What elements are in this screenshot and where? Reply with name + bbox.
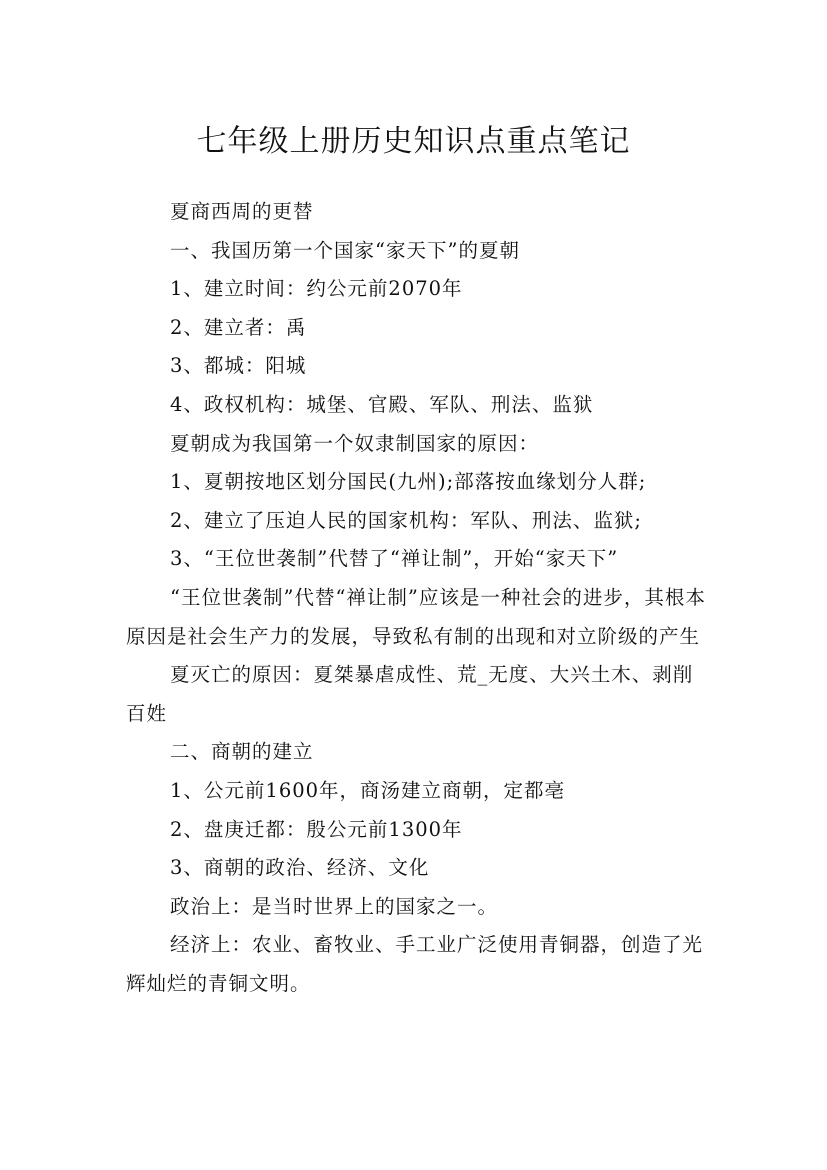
paragraph-section-1: 一、我国历第一个国家“家天下”的夏朝: [170, 238, 520, 262]
paragraph: 3、商朝的政治、经济、文化: [170, 856, 430, 880]
paragraph: 1、公元前1600年，商汤建立商朝，定都亳: [170, 778, 566, 802]
paragraph: 1、夏朝按地区划分国民(九州);部落按血缘划分人群;: [170, 470, 647, 494]
paragraph: 夏灭亡的原因：夏桀暴虐成性、荒_无度、大兴土木、剥削百姓: [126, 663, 694, 725]
paragraph-heading: 夏商西周的更替: [170, 200, 314, 223]
paragraph: 4、政权机构：城堡、官殿、军队、刑法、监狱: [170, 392, 594, 416]
paragraph: 经济上：农业、畜牧业、手工业广泛使用青铜器，创造了光辉灿烂的青铜文明。: [126, 933, 704, 995]
paragraph: 3、都城：阳城: [170, 354, 307, 378]
paragraph: 政治上：是当时世界上的国家之一。: [170, 894, 499, 918]
paragraph: 1、建立时间：约公元前2070年: [170, 277, 463, 301]
paragraph: 夏朝成为我国第一个奴隶制国家的原因：: [170, 431, 540, 455]
paragraph: 2、建立了压迫人民的国家机构：军队、刑法、监狱;: [170, 508, 642, 532]
document-body: [126, 193, 706, 1003]
paragraph: 2、建立者：禹: [170, 315, 307, 339]
paragraph: “王位世袭制”代替“禅让制”应该是一种社会的进步，其根本原因是社会生产力的发展，导致私有制的出现和对立阶级的产生: [126, 585, 706, 648]
paragraph-section-2: 二、商朝的建立: [170, 740, 314, 764]
paragraph: 2、盘庚迁都：殷公元前1300年: [170, 817, 463, 841]
document-title: 七年级上册历史知识点重点笔记: [196, 124, 631, 160]
paragraph: 3、“王位世袭制”代替了“禅让制”，开始“家天下”: [170, 547, 619, 571]
